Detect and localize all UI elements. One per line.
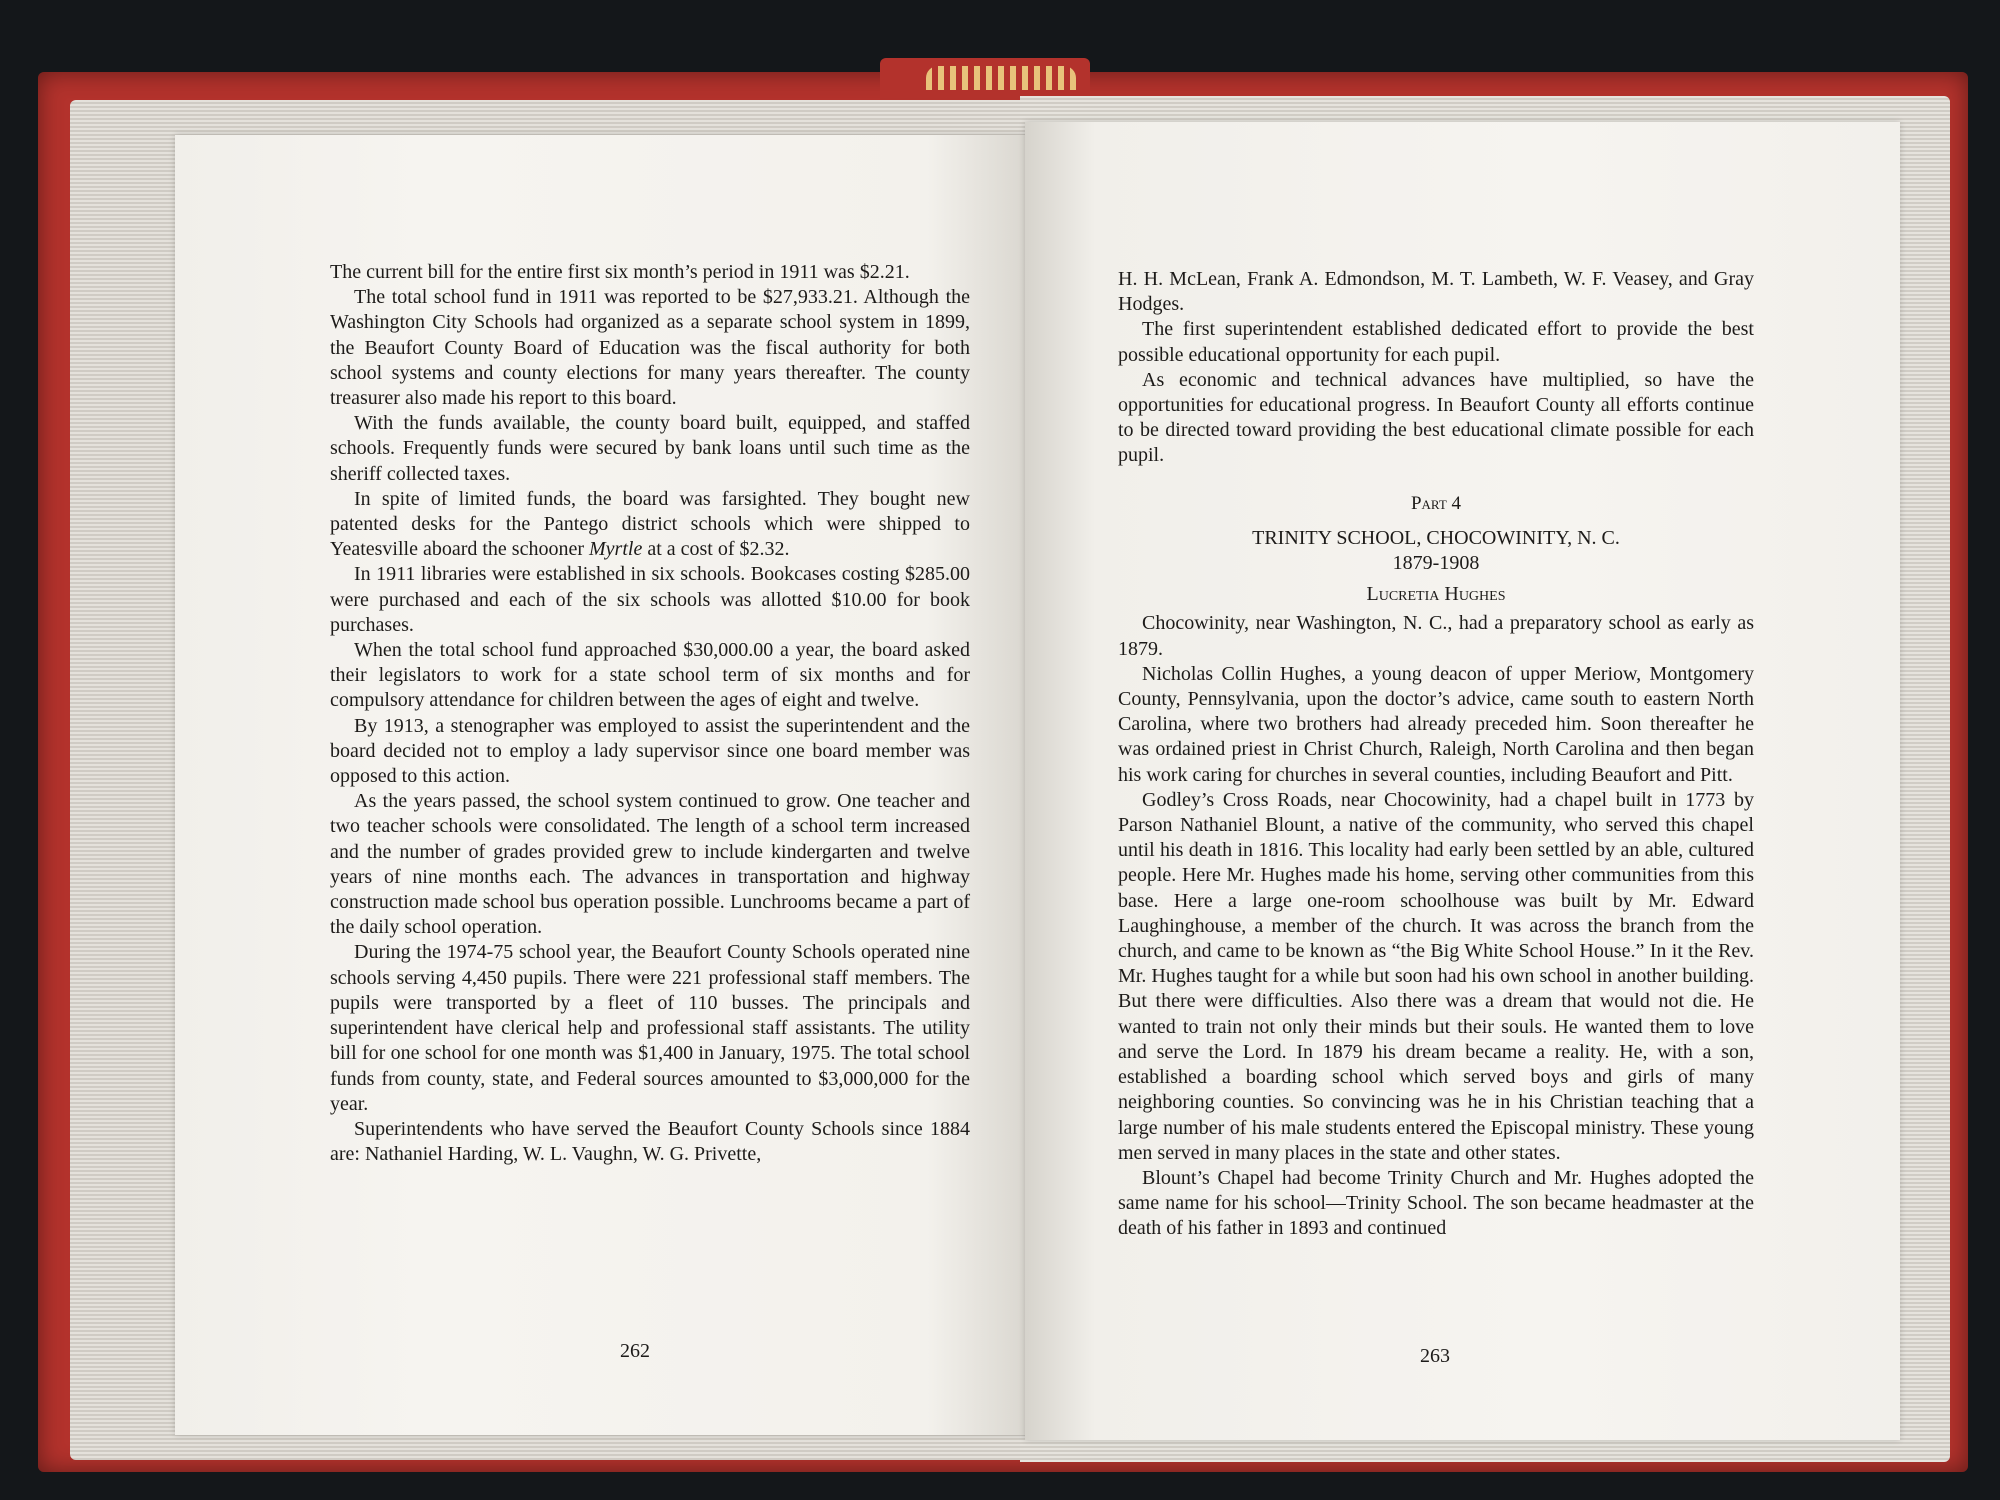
right-page-text [1118, 267, 1754, 1242]
paragraph-text: In spite of limited funds, the board was farsighted. They bought new patented desks for the Pantego district schools which were shipped to Yeatesville aboard the schooner [330, 487, 970, 561]
paragraph: H. H. McLean, Frank A. Edmondson, M. T. Lambeth, W. F. Veasey, and Gray Hodges. [1118, 268, 1754, 316]
paragraph-text: at a cost of $2.32. [642, 538, 790, 561]
part-label: Part 4 [1410, 492, 1462, 514]
left-page-text [330, 260, 970, 1167]
section-title: TRINITY SCHOOL, CHOCOWINITY, N. C. [1252, 526, 1620, 549]
section-years: 1879-1908 [1392, 552, 1480, 575]
paragraph: In 1911 libraries were established in six schools. Bookcases costing $285.00 were purchased and each of the six schools was allotted $10.00 for book purchases. [330, 563, 970, 636]
paragraph: As economic and technical advances have multiplied, so have the opportunities for educational progress. In Beaufort County all efforts continue to be directed toward providing the best educational climate possible for each pupil. [1118, 368, 1754, 467]
headband [926, 66, 1076, 90]
paragraph: During the 1974-75 school year, the Beaufort County Schools operated nine schools serving 4,450 pupils. There were 221 professional staff members. The pupils were transported by a fleet of 110 busses. The principals and superintendent have clerical help and professional staff assistants. The utility bill for one school for one month was $1,400 in January, 1975. The total school funds from county, state, and Federal sources amounted to $3,000,000 for the year. [330, 941, 970, 1115]
paragraph [330, 487, 970, 563]
paragraph: Chocowinity, near Washington, N. C., had a preparatory school as early as 1879. [1118, 612, 1754, 660]
schooner-name: Myrtle [589, 538, 643, 561]
paragraph: Godley’s Cross Roads, near Chocowinity, had a chapel built in 1773 by Parson Nathaniel Blount, a native of the community, who served this chapel until his death in 1816. This locality had early been settled by an able, cultured people. Here Mr. Hughes made his home, serving other communities from this base. Here a large one-room schoolhouse was built by Mr. Edward Laughinghouse, a member of the church. It was across the branch from the church, and came to be known as “the Big White School House.” In it the Rev. Mr. Hughes taught for a while but soon had his own school in another building. But there were difficulties. Also there was a dream that would not die. He wanted to train not only their minds but their souls. He wanted them to love and serve the Lord. In 1879 his dream became a reality. He, with a son, established a boarding school which served boys and girls of many neighboring counties. So convincing was he in his Christian teaching that a large number of his male students entered the Episcopal ministry. These young men served in many places in the state and other states. [1118, 788, 1754, 1164]
author-name: Lucretia Hughes [1366, 583, 1506, 606]
page-number-right: 263 [1420, 1345, 1450, 1367]
paragraph: Blount’s Chapel had become Trinity Church and Mr. Hughes adopted the same name for his school—Trinity School. The son became headmaster at the death of his father in 1893 and continued [1118, 1166, 1754, 1240]
paragraph: When the total school fund approached $30,000.00 a year, the board asked their legislators to work for a state school term of six months and for compulsory attendance for children between the ages of eight and twelve. [330, 639, 970, 712]
paragraph: Superintendents who have served the Beaufort County Schools since 1884 are: Nathaniel Harding, W. L. Vaughn, W. G. Privette, [330, 1117, 970, 1166]
page-number-left: 262 [620, 1340, 650, 1362]
paragraph: As the years passed, the school system continued to grow. One teacher and two teacher schools were consolidated. The length of a school term increased and the number of grades provided grew to include kindergarten and twelve years of nine months each. The advances in transportation and highway construction made school bus operation possible. Lunchrooms became a part of the daily school operation. [330, 790, 970, 939]
paragraph: The current bill for the entire first six month’s period in 1911 was $2.21. [330, 261, 910, 283]
paragraph: By 1913, a stenographer was employed to assist the superintendent and the board decided not to employ a lady supervisor since one board member was opposed to this action. [330, 714, 970, 788]
paragraph: With the funds available, the county board built, equipped, and staffed schools. Frequently funds were secured by bank loans until such time as the sheriff collected taxes. [330, 412, 970, 485]
paragraph: Nicholas Collin Hughes, a young deacon of upper Meriow, Montgomery County, Pennsylvania, upon the doctor’s advice, came south to eastern North Carolina, where two brothers had already preceded him. Soon thereafter he was ordained priest in Christ Church, Raleigh, North Carolina and then began his work caring for churches in several counties, including Beaufort and Pitt. [1118, 662, 1754, 786]
paragraph: The first superintendent established dedicated effort to provide the best possible educational opportunity for each pupil. [1118, 318, 1754, 366]
paragraph: The total school fund in 1911 was reported to be $27,933.21. Although the Washington City Schools had organized as a separate school system in 1899, the Beaufort County Board of Education was the fiscal authority for both school systems and county elections for many years thereafter. The county treasurer also made his report to this board. [330, 286, 970, 410]
